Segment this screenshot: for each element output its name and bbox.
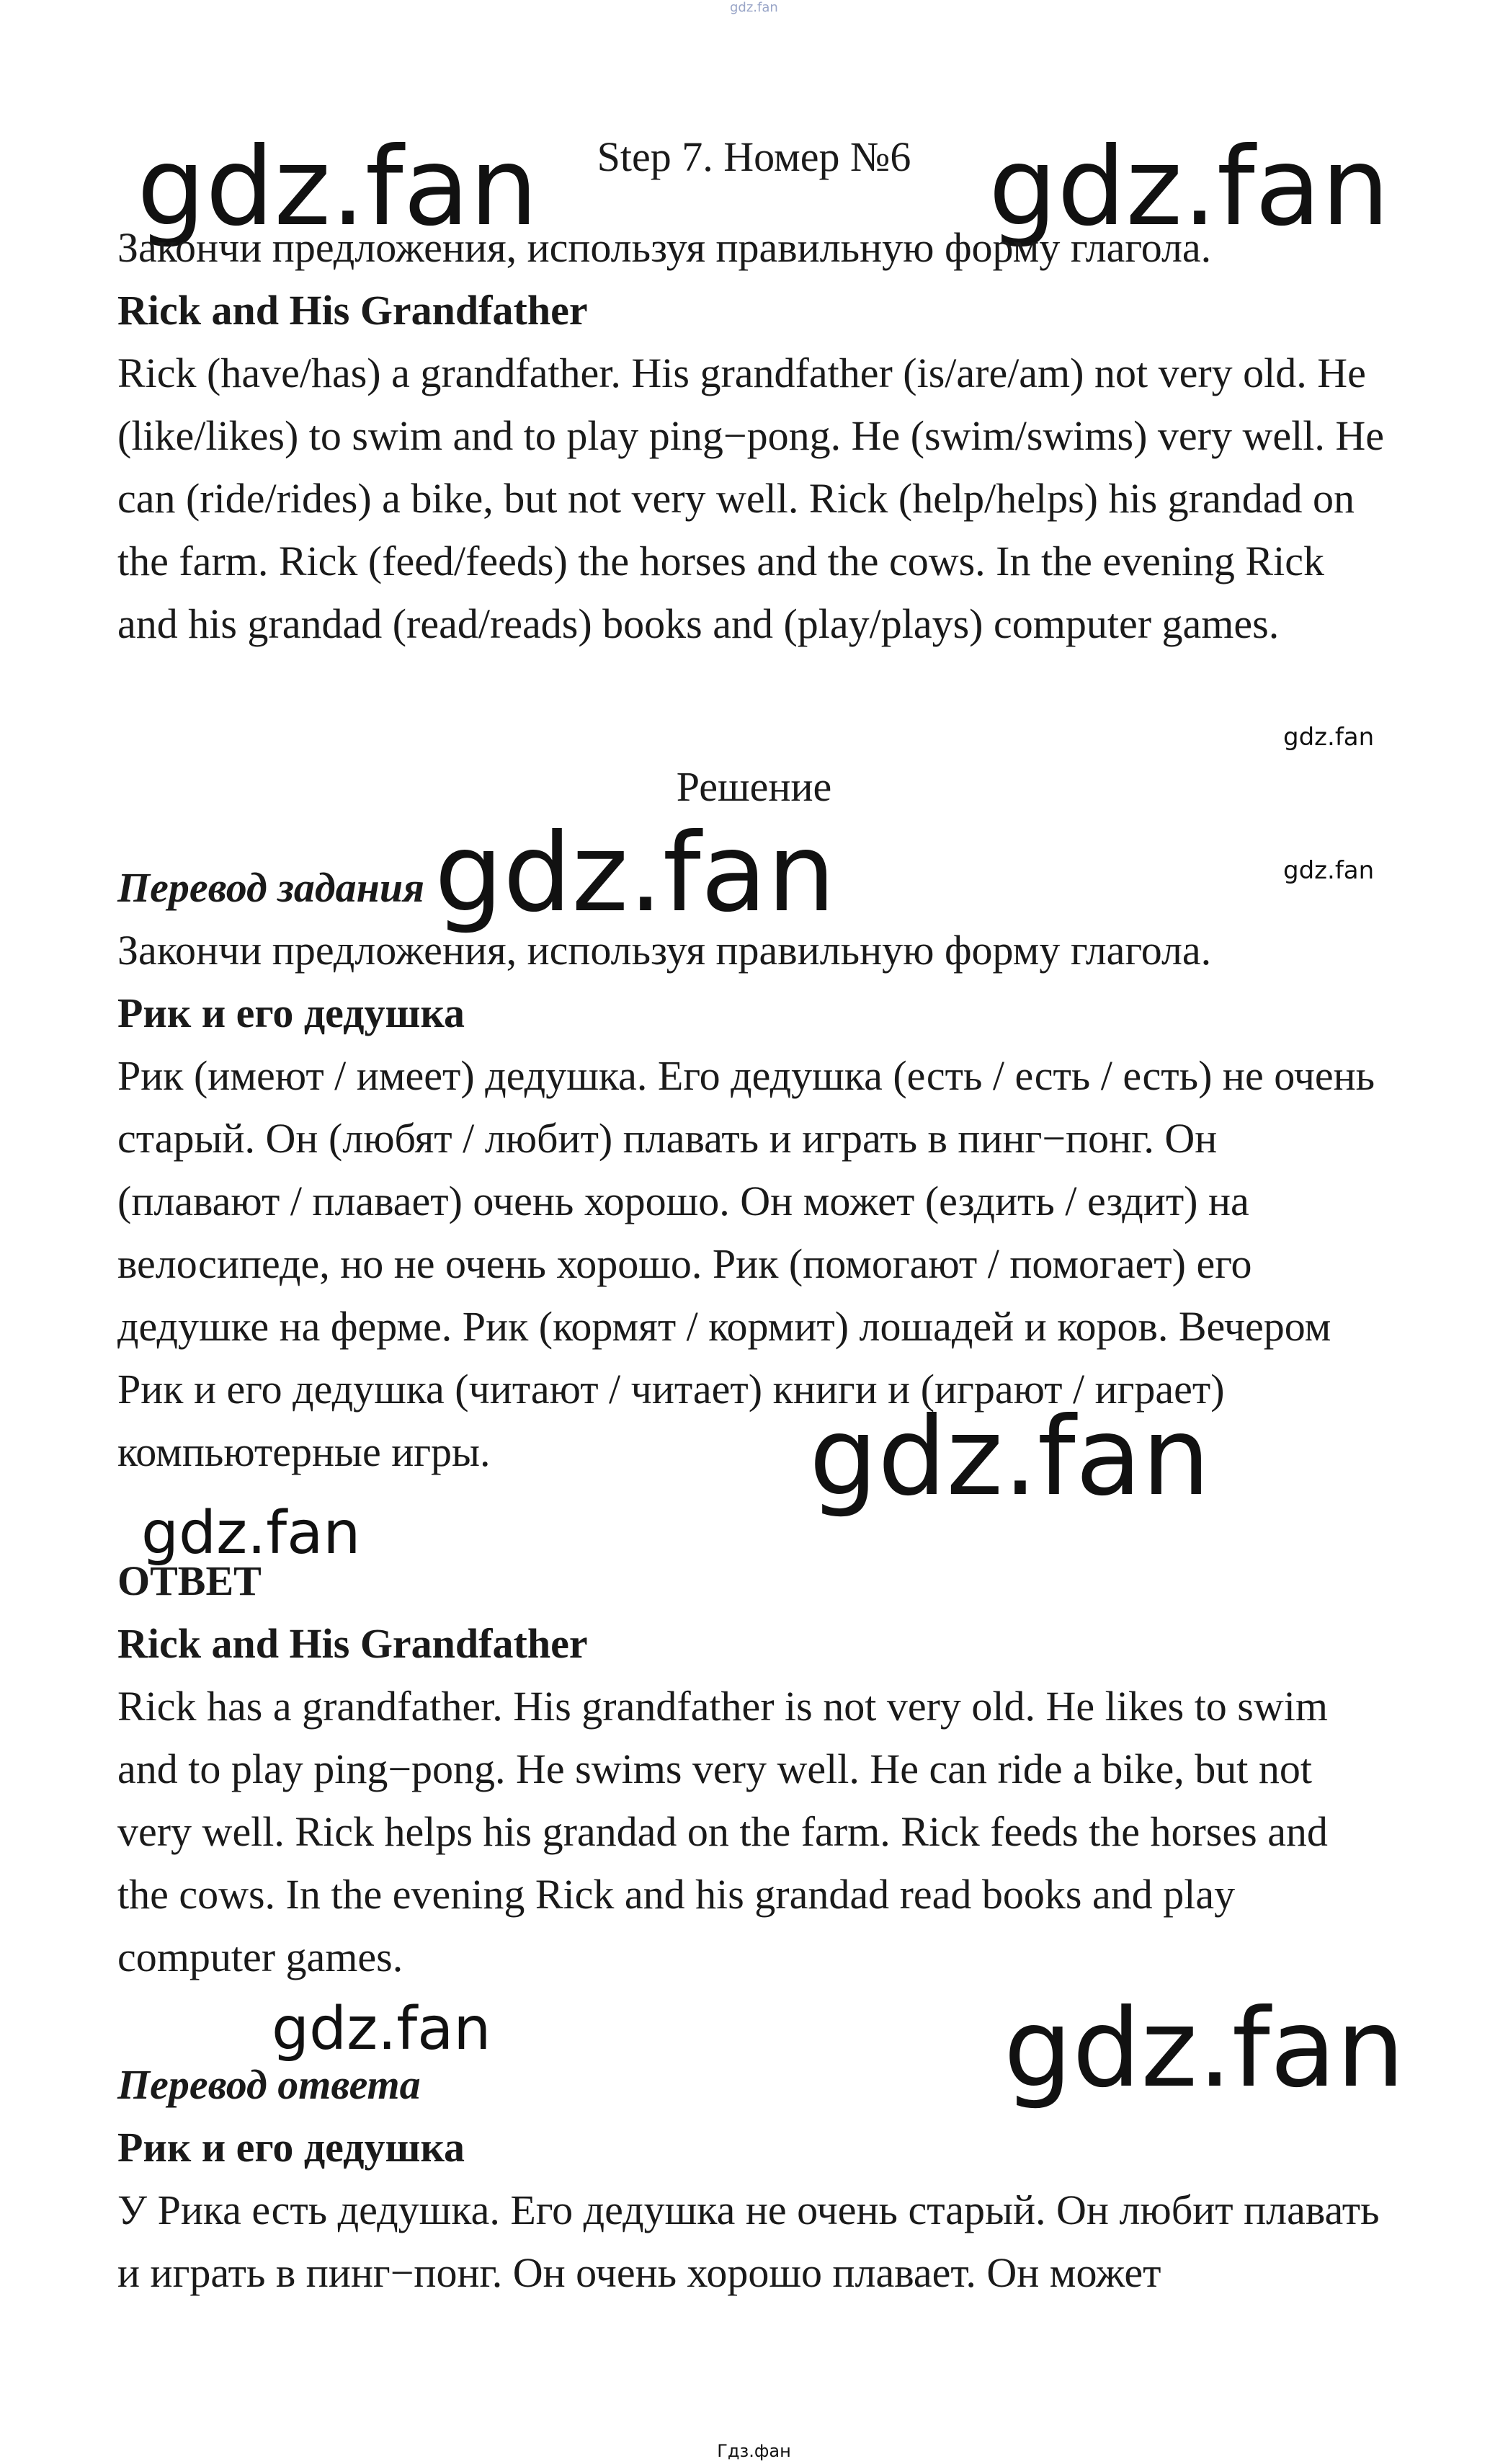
- task-translation-instruction: Закончи предложения, используя правильную форму глагола.: [117, 927, 1212, 974]
- answer-heading: Rick and His Grandfather: [117, 1620, 588, 1667]
- task-section: [117, 216, 1386, 655]
- answer-translation-heading: Рик и его дедушка: [117, 2124, 465, 2171]
- watermark-medium: gdz.fan: [141, 1499, 361, 1567]
- answer-translation-label: Перевод ответа: [117, 2061, 421, 2108]
- answer-translation-text: У Рика есть дедушка. Его дедушка не очень старый. Он любит плавать и играть в пинг−понг. Он очень хорошо плавает. Он может: [117, 2187, 1380, 2296]
- answer-label: ОТВЕТ: [117, 1557, 262, 1604]
- watermark-large: gdz.fan: [434, 811, 836, 936]
- footer-mark: Гдз.фан: [717, 2441, 791, 2461]
- watermark-medium: gdz.fan: [272, 1995, 491, 2063]
- watermark-large: gdz.fan: [1004, 1986, 1405, 2112]
- answer-text: Rick has a grandfather. His grandfather is not very old. He likes to swim and to play ping−pong. He swims very well. He can ride a bike, but not very well. Rick helps his grandad on the farm. Rick feeds the horses and the cows. In the evening Rick and his grandad read books and play computer games.: [117, 1683, 1328, 1980]
- task-translation-label: Перевод задания: [117, 864, 424, 911]
- solution-label: Решение: [676, 763, 832, 810]
- watermark-large: gdz.fan: [137, 125, 538, 250]
- watermark-large: gdz.fan: [989, 125, 1390, 250]
- task-instruction: Закончи предложения, используя правильную форму глагола.: [117, 224, 1212, 271]
- task-translation-section: [117, 856, 1386, 1483]
- watermark-small: gdz.fan: [1283, 856, 1375, 885]
- task-heading: Rick and His Grandfather: [117, 287, 588, 334]
- top-watermark: gdz.fan: [730, 0, 778, 15]
- task-translation-heading: Рик и его дедушка: [117, 989, 465, 1036]
- page-title: Step 7. Номер №6: [597, 133, 911, 180]
- watermark-large: gdz.fan: [809, 1395, 1210, 1520]
- answer-translation-section: [117, 2053, 1386, 2304]
- task-translation-text: Рик (имеют / имеет) дедушка. Его дедушка (есть / есть / есть) не очень старый. Он (любят / любит) плавать и играть в пинг−понг. Он (плавают / плавает) очень хорошо. Он может (ездить / ездит) на велосипеде, но не очень хорошо. Рик (помогают / помогает) его дедушке на ферме. Рик (кормят / кормит) лошадей и коров. Вечером Рик и его дедушка (читают / читает) книги и (играют / играет) компьютерные игры.: [117, 1052, 1375, 1475]
- watermark-small: gdz.fan: [1283, 723, 1375, 752]
- task-text: Rick (have/has) a grandfather. His grandfather (is/are/am) not very old. He (like/likes) to swim and to play ping−pong. He (swim/swims) very well. He can (ride/rides) a bike, but not very well. Rick (help/helps) his grandad on the farm. Rick (feed/feeds) the horses and the cows. In the evening Rick and his grandad (read/reads) books and (play/plays) computer games.: [117, 350, 1384, 647]
- answer-section: [117, 1549, 1386, 1988]
